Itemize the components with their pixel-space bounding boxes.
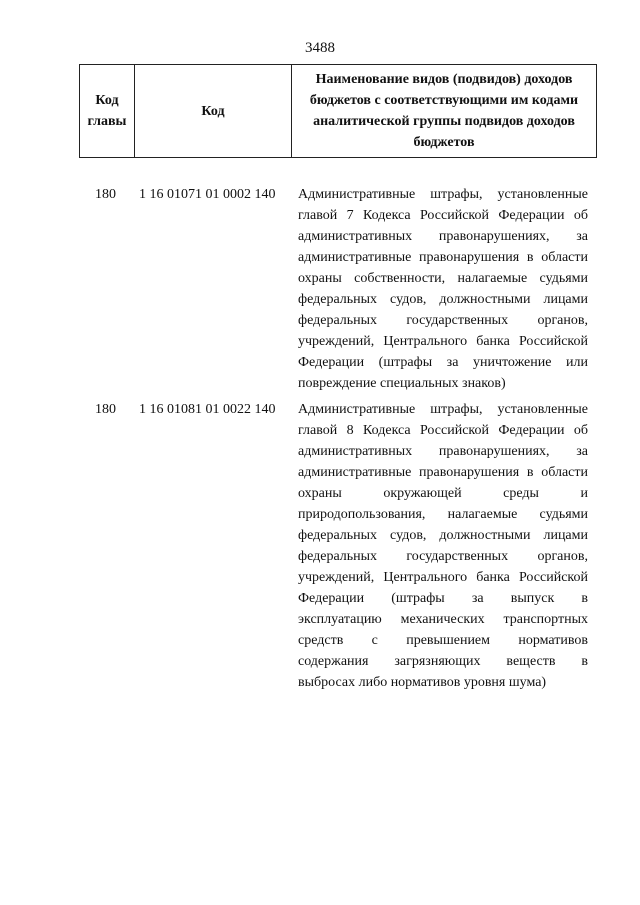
- description-line: охраны окружающей среды и: [298, 486, 588, 501]
- description-line: Административные штрафы, установленные: [298, 187, 588, 202]
- description-line: административные правонарушения в области: [298, 250, 588, 265]
- description-line: главой 7 Кодекса Российской Федерации об: [298, 208, 588, 223]
- income-code: 1 16 01081 01 0022 140: [139, 402, 276, 417]
- income-code: 1 16 01071 01 0002 140: [139, 187, 276, 202]
- chapter-code: 180: [95, 402, 116, 417]
- description-line: федеральных судов, должностными лицами: [298, 528, 588, 543]
- description-line: природопользования, налагаемые судьями: [298, 507, 588, 522]
- description-line: выбросах либо нормативов уровня шума): [298, 675, 547, 690]
- description-line: административные правонарушения в области: [298, 465, 588, 480]
- description-line: учреждений, Центрального банка Российской: [298, 570, 588, 585]
- header-chapter-code: Код главы: [80, 65, 135, 158]
- description-line: федеральных государственных органов,: [298, 313, 588, 328]
- table-header: [79, 64, 597, 158]
- chapter-code: 180: [95, 187, 116, 202]
- description-line: Федерации (штрафы за уничтожение или: [298, 355, 588, 370]
- description-line: эксплуатацию механических транспортных: [298, 612, 588, 627]
- description-line: административных правонарушениях, за: [298, 444, 588, 459]
- description-line: Административные штрафы, установленные: [298, 402, 588, 417]
- description-line: федеральных государственных органов,: [298, 549, 588, 564]
- description-line: повреждение специальных знаков): [298, 376, 506, 391]
- description-line: главой 8 Кодекса Российской Федерации об: [298, 423, 588, 438]
- header-code: Код: [135, 65, 292, 158]
- income-description: [298, 184, 588, 394]
- description-line: федеральных судов, должностными лицами: [298, 292, 588, 307]
- description-line: Федерации (штрафы за выпуск в: [298, 591, 588, 606]
- description-line: охраны собственности, налагаемые судьями: [298, 271, 588, 286]
- income-description: [298, 399, 588, 693]
- description-line: учреждений, Центрального банка Российской: [298, 334, 588, 349]
- description-line: средств с превышением нормативов: [298, 633, 588, 648]
- page-number: 3488: [305, 40, 335, 56]
- description-line: содержания загрязняющих веществ в: [298, 654, 588, 669]
- header-name: Наименование видов (подвидов) доходов бюджетов с соответствующими им кодами аналитической группы подвидов доходов бюджетов: [292, 65, 597, 158]
- description-line: административных правонарушениях, за: [298, 229, 588, 244]
